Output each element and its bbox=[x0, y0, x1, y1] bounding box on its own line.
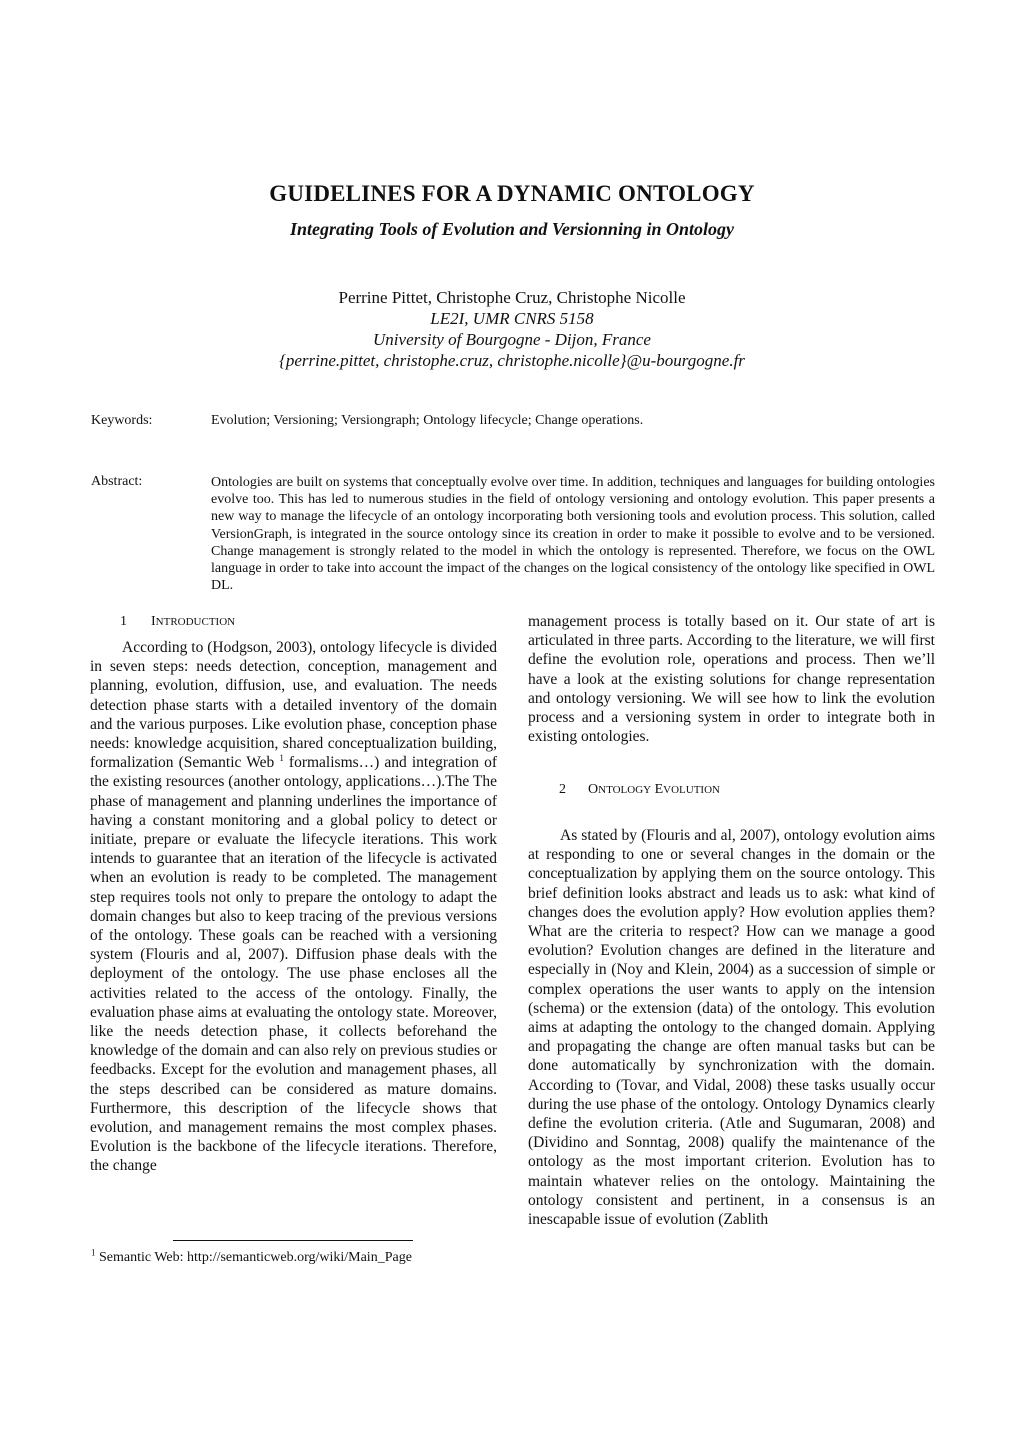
section-2-body bbox=[528, 826, 935, 1229]
paper-subtitle: Integrating Tools of Evolution and Versionning in Ontology bbox=[290, 219, 734, 239]
right-column bbox=[528, 612, 935, 746]
section-1-text-part1: According to (Hodgson, 2003), ontology lifecycle is divided in seven steps: needs detection, conception, management and planning, evolution, diffusion, use, and evaluation. The needs detection phase starts with a detailed inventory of the domain and the various purposes. Like evolution phase, conception phase needs: knowledge acquisition, shared conceptualization building, formalization (Semantic Web bbox=[90, 639, 497, 772]
section-1-number: 1 bbox=[120, 614, 127, 629]
footnote-text: Semantic Web: http://semanticweb.org/wiki/Main_Page bbox=[95, 1250, 412, 1265]
affiliation-lab: LE2I, UMR CNRS 5158 bbox=[430, 309, 594, 328]
section-1-paragraph bbox=[90, 638, 497, 1176]
abstract-text: Ontologies are built on systems that conceptually evolve over time. In addition, techniques and languages for building ontologies evolve too. This has led to numerous studies in the field of ontology versioning and ontology evolution. This paper presents a new way to manage the lifecycle of an ontology incorporating both versioning tools and evolution process. This solution, called VersionGraph, is integrated in the source ontology since its creation in order to make it possible to evolve and to be versioned. Change management is strongly related to the model in which the ontology is represented. Therefore, we focus on the OWL language in order to take into account the impact of the changes on the logical consistency of the ontology like specified in OWL DL. bbox=[211, 475, 935, 594]
footnote-rule bbox=[173, 1240, 413, 1241]
section-2-word2-rest: VOLUTION bbox=[663, 784, 720, 796]
keywords-label: Keywords: bbox=[91, 413, 153, 428]
section-1-title-initial: I bbox=[151, 614, 156, 629]
keywords-text: Evolution; Versioning; Versiongraph; Ontology lifecycle; Change operations. bbox=[211, 413, 644, 428]
footnote-ref-1: 1 bbox=[279, 753, 284, 764]
section-2-paragraph: As stated by (Flouris and al, 2007), ontology evolution aims at responding to one or several changes in the domain or the conceptualization by applying them on the source ontology. This brief definition looks abstract and leads us to ask: what kind of changes does the evolution apply? How evolution applies them? What are the criteria to respect? How can we manage a good evolution? Evolution changes are defined in the literature and especially in (Noy and Klein, 2004) as a succession of simple or complex operations the user wants to apply on the intension (schema) or the extension (data) of the ontology. This evolution aims at adapting the ontology to the changed domain. Applying and propagating the change are often manual tasks but can be done automatically by synchronization with the domain. According to (Tovar, and Vidal, 2008) these tasks usually occur during the use phase of the ontology. Ontology Dynamics clearly define the evolution criteria. (Atle and Sugumaran, 2008) and (Dividino and Sonntag, 2008) qualify the maintenance of the ontology as the most important criterion. Evolution has to maintain whatever relies on the ontology. Maintaining the ontology consistent and pertinent, in a consensus is an inescapable issue of evolution (Zablith bbox=[528, 827, 935, 1229]
section-2-heading bbox=[559, 782, 720, 798]
author-emails: {perrine.pittet, christophe.cruz, christophe.nicolle}@u-bourgogne.fr bbox=[279, 351, 745, 370]
abstract-label: Abstract: bbox=[91, 474, 143, 489]
section-2-word1-initial: O bbox=[588, 782, 599, 797]
section-1-continued: management process is totally based on it. Our state of art is articulated in three parts. According to the literature, we will first define the evolution role, operations and process. Then we’ll have a look at the existing solutions for change representation and ontology versioning. We will see how to link the evolution process and a versioning system in order to integrate both in existing ontologies. bbox=[528, 613, 935, 746]
section-1-body bbox=[90, 638, 497, 1176]
footnote bbox=[91, 1247, 412, 1266]
section-2-number: 2 bbox=[559, 782, 566, 797]
paper-title: GUIDELINES FOR A DYNAMIC ONTOLOGY bbox=[269, 181, 755, 206]
affiliation-university: University of Bourgogne - Dijon, France bbox=[373, 330, 651, 349]
author-list: Perrine Pittet, Christophe Cruz, Christophe Nicolle bbox=[338, 288, 686, 307]
section-1-text-part2: formalisms…) and integration of the existing resources (another ontology, applications…).The The phase of management and planning underlines the importance of having a constant monitoring and a global policy to detect or initiate, prepare or evaluate the lifecycle iterations. This work intends to guarantee that an iteration of the lifecycle is activated when an evolution is ready to be completed. The management step requires tools not only to prepare the ontology to adapt the domain changes but also to keep tracing of the previous versions of the ontology. These goals can be reached with a versioning system (Flouris and al, 2007). Diffusion phase deals with the deployment of the ontology. The use phase encloses all the activities related to the access of the ontology. Finally, the evaluation phase aims at evaluating the ontology state. Moreover, like the needs detection phase, it collects beforehand the knowledge of the domain and can also rely on previous studies or feedbacks. Except for the evolution and management phases, all the steps described can be considered as mature domains. Furthermore, this description of the lifecycle shows that evolution, and management remains the most complex phases. Evolution is the backbone of the lifecycle iterations. Therefore, the change bbox=[90, 754, 498, 1175]
footnote-marker: 1 bbox=[91, 1247, 96, 1258]
section-2-word1-rest: NTOLOGY bbox=[598, 784, 652, 796]
section-1-heading bbox=[120, 614, 235, 630]
section-2-word2-initial: E bbox=[654, 782, 664, 797]
section-1-title-rest: NTRODUCTION bbox=[155, 616, 236, 628]
